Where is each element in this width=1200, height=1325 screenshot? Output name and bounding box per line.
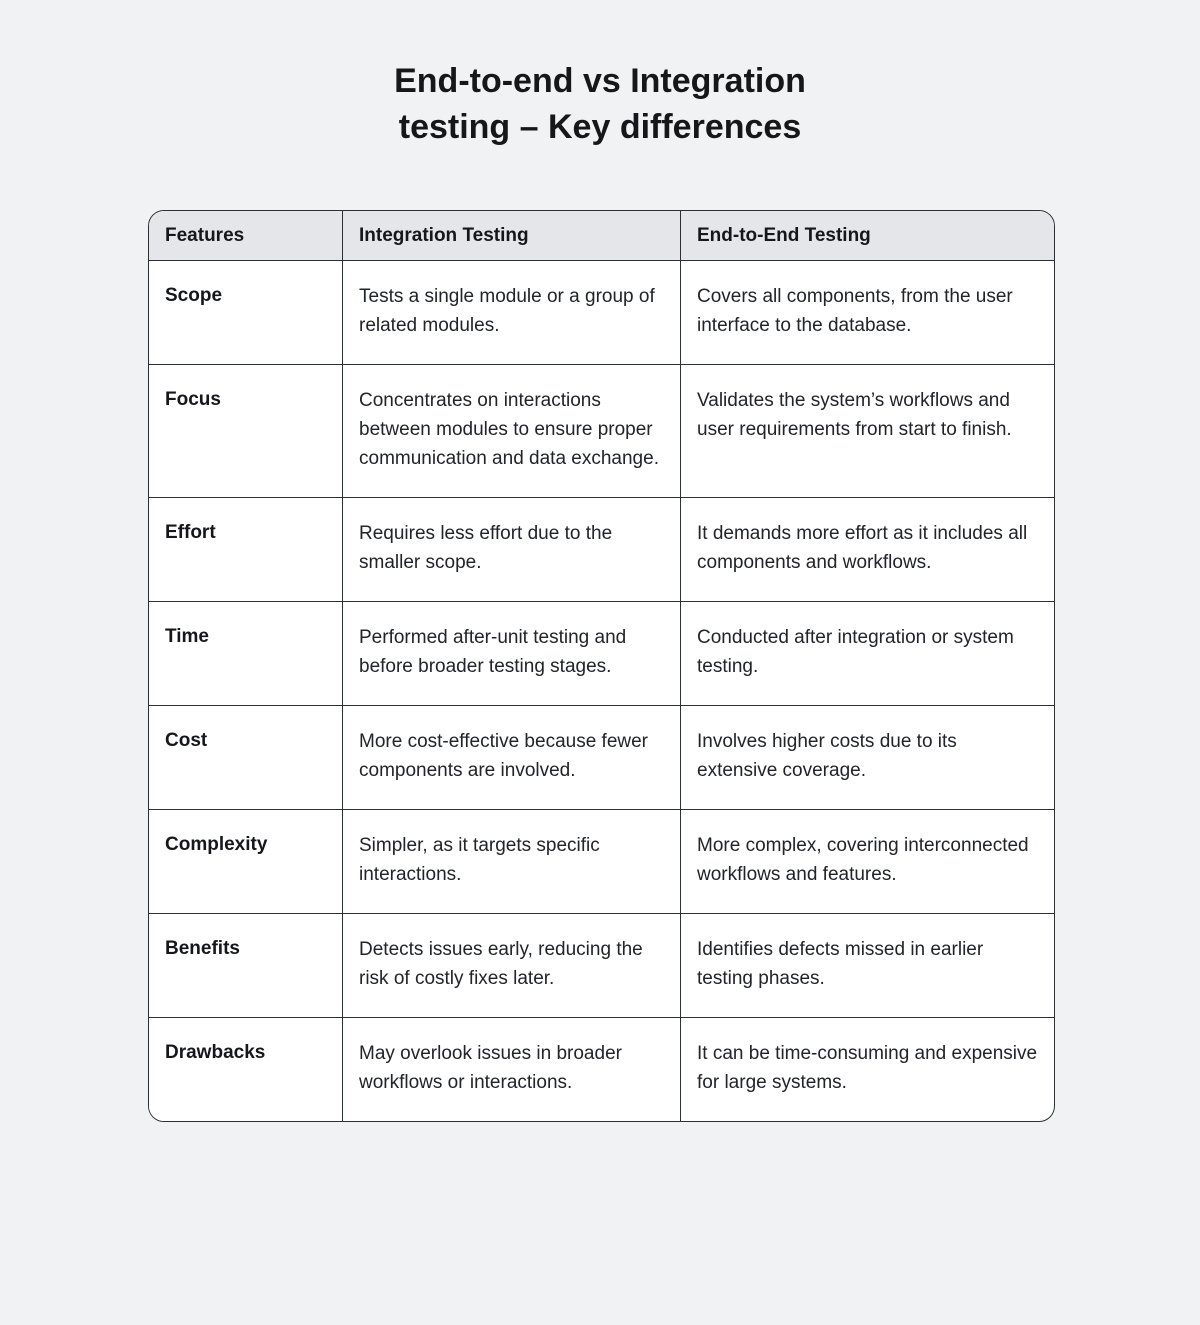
integration-cell: Concentrates on interactions between modules to ensure proper communication and data exchange. <box>343 365 681 498</box>
title-line-1: End-to-end vs Integration <box>394 62 806 100</box>
table-row-effort <box>149 498 1055 602</box>
feature-cell: Complexity <box>149 810 343 914</box>
feature-cell: Cost <box>149 706 343 810</box>
integration-cell: Detects issues early, reducing the risk of costly fixes later. <box>343 914 681 1018</box>
integration-cell: Performed after-unit testing and before broader testing stages. <box>343 602 681 706</box>
header-cell-integration-testing: Integration Testing <box>343 211 681 261</box>
e2e-cell: It demands more effort as it includes all components and workflows. <box>681 498 1055 602</box>
comparison-table-grid <box>149 211 1055 1121</box>
integration-cell: More cost-effective because fewer components are involved. <box>343 706 681 810</box>
table-row-scope <box>149 261 1055 365</box>
e2e-cell: Validates the system’s workflows and user requirements from start to finish. <box>681 365 1055 498</box>
e2e-cell: Involves higher costs due to its extensive coverage. <box>681 706 1055 810</box>
integration-cell: May overlook issues in broader workflows or interactions. <box>343 1018 681 1121</box>
integration-cell: Simpler, as it targets specific interactions. <box>343 810 681 914</box>
e2e-cell: Conducted after integration or system testing. <box>681 602 1055 706</box>
integration-cell: Tests a single module or a group of related modules. <box>343 261 681 365</box>
e2e-cell: Identifies defects missed in earlier testing phases. <box>681 914 1055 1018</box>
header-row <box>149 211 1055 261</box>
feature-cell: Time <box>149 602 343 706</box>
title-line-2: testing – Key differences <box>398 108 802 146</box>
feature-cell: Focus <box>149 365 343 498</box>
page-title <box>0 0 1200 150</box>
table-row-drawbacks <box>149 1018 1055 1121</box>
header-cell-end-to-end-testing: End-to-End Testing <box>681 211 1055 261</box>
header-cell-features: Features <box>149 211 343 261</box>
feature-cell: Benefits <box>149 914 343 1018</box>
table-row-complexity <box>149 810 1055 914</box>
e2e-cell: It can be time-consuming and expensive for large systems. <box>697 1043 1038 1093</box>
comparison-table <box>148 210 1055 1122</box>
feature-cell: Scope <box>149 261 343 365</box>
e2e-cell: More complex, covering interconnected workflows and features. <box>681 810 1055 914</box>
table-row-cost <box>149 706 1055 810</box>
feature-cell: Effort <box>149 498 343 602</box>
feature-cell: Drawbacks <box>149 1018 343 1121</box>
table-row-benefits <box>149 914 1055 1018</box>
table-row-focus <box>149 365 1055 498</box>
e2e-cell: Covers all components, from the user interface to the database. <box>681 261 1055 365</box>
table-row-time <box>149 602 1055 706</box>
integration-cell: Requires less effort due to the smaller scope. <box>343 498 681 602</box>
